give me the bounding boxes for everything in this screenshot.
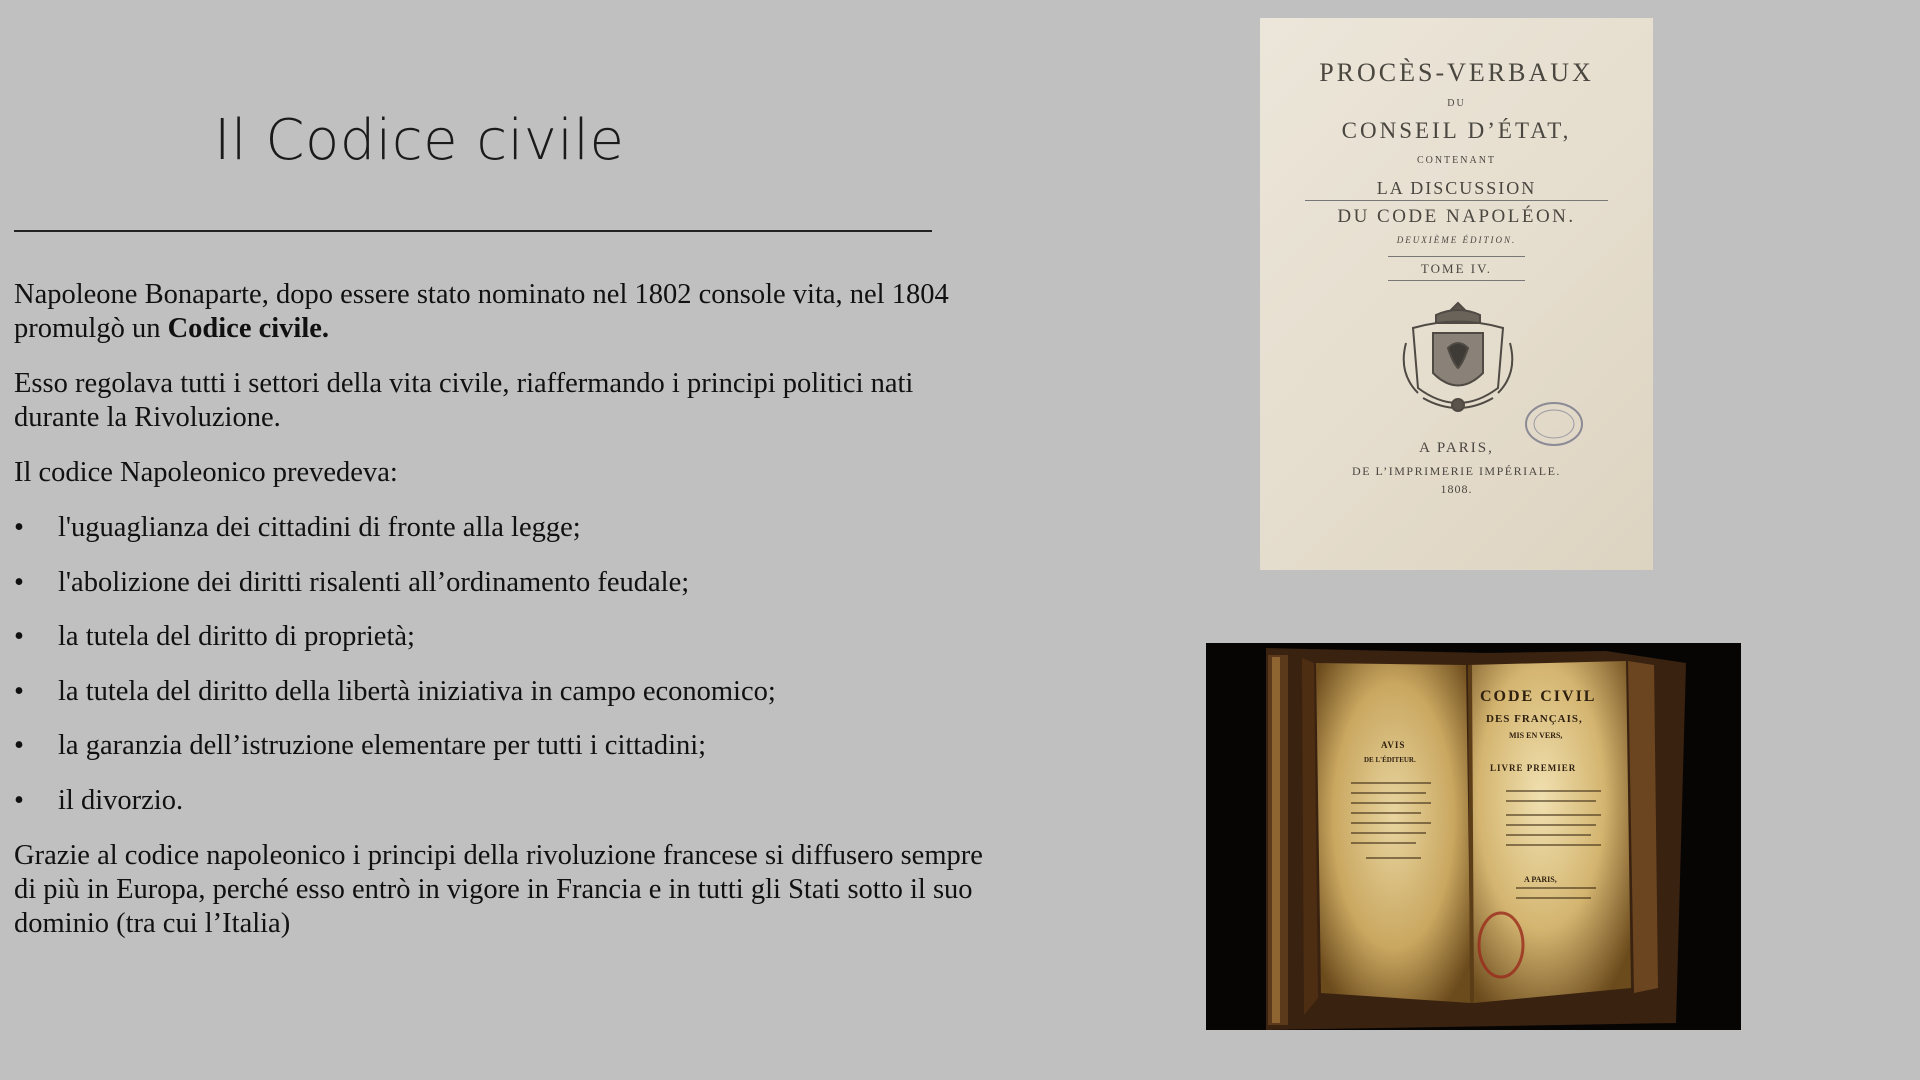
title-page-line: DE L’IMPRIMERIE IMPÉRIALE. [1352, 464, 1561, 478]
book-page-subheading: DE L'ÉDITEUR. [1364, 756, 1416, 764]
title-page-line: DEUXIÈME ÉDITION. [1396, 235, 1517, 245]
conclusion-paragraph: Grazie al codice napoleonico i principi della rivoluzione francese si diffusero sempre di più in Europa, perché esso entrò in vigore in Francia e in tutti gli Stati sotto il suo dominio (tra cui l’Italia) [14, 839, 983, 939]
title-page-image [1260, 18, 1653, 570]
title-page-rule [1305, 200, 1608, 201]
title-page-line: LA DISCUSSION [1376, 178, 1537, 198]
title-page-rule [1388, 256, 1525, 257]
book-page-line: A PARIS, [1524, 875, 1557, 884]
description-paragraph: Esso regolava tutti i settori della vita civile, riaffermando i principi politici nati durante la Rivoluzione. [14, 368, 914, 433]
list-item [14, 675, 994, 709]
intro-bold-text: Codice civile. [167, 313, 330, 344]
slide-content [14, 278, 994, 962]
title-page-rule [1388, 280, 1525, 281]
book-page-line: MIS EN VERS, [1509, 731, 1563, 740]
book-page-subtitle: DES FRANÇAIS, [1486, 713, 1583, 725]
list-item-text: la tutela del diritto della libertà iniziativa in campo economico; [58, 675, 776, 707]
open-book-image [1206, 643, 1741, 1030]
list-item-text: l'abolizione dei diritti risalenti all’ordinamento feudale; [58, 566, 690, 598]
title-page-line: A PARIS, [1419, 440, 1494, 456]
title-page-line: DU CODE NAPOLÉON. [1337, 206, 1576, 227]
bullet-marker: • [14, 512, 24, 543]
title-page-line: DU [1447, 98, 1466, 109]
list-item [14, 566, 994, 600]
title-page-line: TOME IV. [1420, 261, 1493, 276]
list-item-text: la garanzia dell’istruzione elementare per tutti i cittadini; [58, 730, 707, 761]
book-page-heading: AVIS [1381, 740, 1406, 750]
list-item [14, 620, 994, 654]
list-item-text: la tutela del diritto di proprietà; [58, 621, 415, 652]
list-item-text: il divorzio. [58, 784, 184, 816]
title-page-line: PROCÈS-VERBAUX [1319, 58, 1594, 87]
provisions-list [14, 511, 994, 818]
title-page-line: CONTENANT [1416, 155, 1497, 166]
bullet-marker: • [14, 675, 24, 707]
title-page-line: CONSEIL D’ÉTAT, [1341, 118, 1572, 143]
bullet-marker: • [14, 730, 24, 761]
title-page-line: 1808. [1440, 482, 1473, 496]
open-book-illustration [1206, 643, 1741, 1030]
list-item-text: l'uguaglianza dei cittadini di fronte alla legge; [58, 512, 581, 543]
list-item [14, 729, 994, 763]
imperial-coat-of-arms-icon [1388, 293, 1528, 423]
bullet-marker: • [14, 566, 24, 598]
list-item [14, 511, 994, 545]
list-item [14, 784, 994, 818]
slide-title: Il Codice civile [214, 108, 625, 173]
bullet-marker: • [14, 784, 24, 816]
bullet-marker: • [14, 621, 24, 652]
intro-paragraph [14, 278, 994, 346]
title-divider [14, 230, 932, 232]
book-page-line: LIVRE PREMIER [1490, 763, 1577, 773]
book-page-title: CODE CIVIL [1480, 688, 1597, 705]
list-intro: Il codice Napoleonico prevedeva: [14, 457, 398, 488]
intro-text: Napoleone Bonaparte, dopo essere stato nominato nel 1802 console vita, nel 1804 promulgò un [14, 279, 949, 344]
